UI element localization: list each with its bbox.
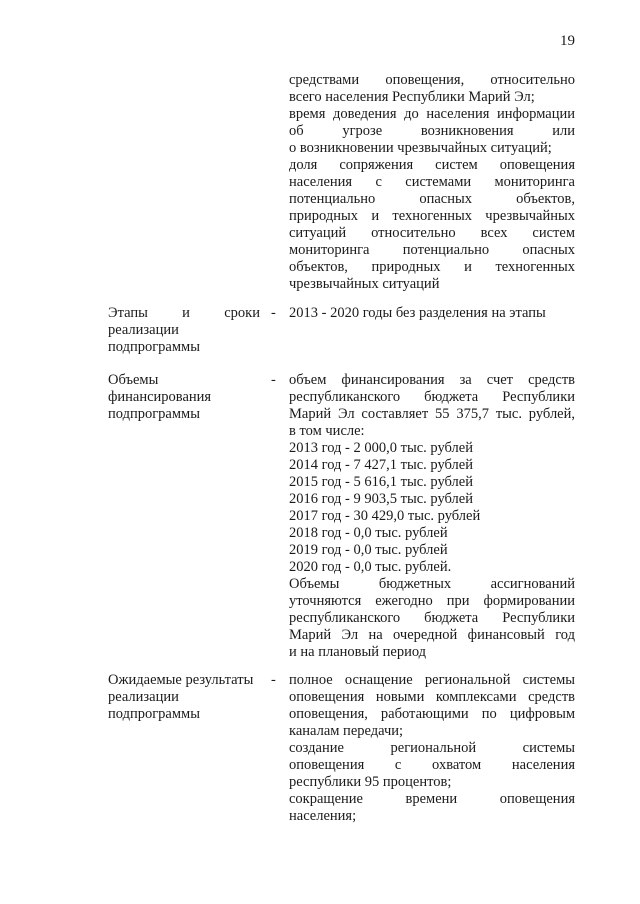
- text-line: природных и техногенных чрезвычайных: [289, 208, 575, 224]
- text-line: оповещения новыми комплексами средств: [289, 689, 575, 705]
- label-line: финансирования: [108, 389, 212, 405]
- label-line: Ожидаемые результаты: [108, 672, 254, 688]
- label-line: реализации: [108, 322, 179, 338]
- text-line: ситуаций относительно всех систем: [289, 225, 575, 241]
- section-dash: -: [271, 305, 276, 321]
- page-number: 19: [560, 33, 575, 49]
- text-line: Объемы бюджетных ассигнований: [289, 576, 575, 592]
- top-text-block: [289, 72, 575, 293]
- section-dash: -: [271, 672, 276, 688]
- text-line: чрезвычайных ситуаций: [289, 276, 440, 292]
- text-line: населения с системами мониторинга: [289, 174, 575, 190]
- text-line: 2016 год - 9 903,5 тыс. рублей: [289, 491, 473, 507]
- section-label-stages: [108, 305, 260, 356]
- text-line: и на плановый период: [289, 644, 427, 660]
- text-line: 2018 год - 0,0 тыс. рублей: [289, 525, 448, 541]
- text-line: населения;: [289, 808, 357, 824]
- text-line: 2013 - 2020 годы без разделения на этапы: [289, 305, 546, 321]
- text-line: в том числе:: [289, 423, 365, 439]
- label-line: Этапы и сроки: [108, 305, 260, 321]
- text-line: республики 95 процентов;: [289, 774, 452, 790]
- section-label-results: [108, 672, 260, 723]
- text-line: 2013 год - 2 000,0 тыс. рублей: [289, 440, 473, 456]
- text-line: Марий Эл на очередной финансовый год: [289, 627, 575, 643]
- text-line: объем финансирования за счет средств: [289, 372, 575, 388]
- text-line: оповещения, работающими по цифровым: [289, 706, 575, 722]
- text-line: доля сопряжения систем оповещения: [289, 157, 575, 173]
- label-line: реализации: [108, 689, 179, 705]
- text-line: всего населения Республики Марий Эл;: [289, 89, 535, 105]
- text-line: 2015 год - 5 616,1 тыс. рублей: [289, 474, 473, 490]
- label-line: подпрограммы: [108, 339, 200, 355]
- text-line: Марий Эл составляет 55 375,7 тыс. рублей,: [289, 406, 575, 422]
- text-line: сокращение времени оповещения: [289, 791, 575, 807]
- text-line: каналам передачи;: [289, 723, 404, 739]
- text-line: 2019 год - 0,0 тыс. рублей: [289, 542, 448, 558]
- section-content-results: [289, 672, 575, 825]
- text-line: полное оснащение региональной системы: [289, 672, 575, 688]
- text-line: об угрозе возникновения или: [289, 123, 575, 139]
- text-line: 2017 год - 30 429,0 тыс. рублей: [289, 508, 481, 524]
- text-line: потенциально опасных объектов,: [289, 191, 575, 207]
- section-label-funding: [108, 372, 260, 423]
- section-content-stages: [289, 305, 575, 322]
- text-line: о возникновении чрезвычайных ситуаций;: [289, 140, 552, 156]
- text-line: республиканского бюджета Республики: [289, 610, 575, 626]
- text-line: республиканского бюджета Республики: [289, 389, 575, 405]
- text-line: оповещения с охватом населения: [289, 757, 575, 773]
- text-line: уточняются ежегодно при формировании: [289, 593, 575, 609]
- text-line: 2014 год - 7 427,1 тыс. рублей: [289, 457, 473, 473]
- text-line: мониторинга потенциально опасных: [289, 242, 575, 258]
- label-line: подпрограммы: [108, 406, 200, 422]
- text-line: создание региональной системы: [289, 740, 575, 756]
- label-line: Объемы: [108, 372, 159, 388]
- label-line: подпрограммы: [108, 706, 200, 722]
- text-line: объектов, природных и техногенных: [289, 259, 575, 275]
- section-content-funding: [289, 372, 575, 661]
- section-dash: -: [271, 372, 276, 388]
- text-line: средствами оповещения, относительно: [289, 72, 575, 88]
- text-line: 2020 год - 0,0 тыс. рублей.: [289, 559, 452, 575]
- text-line: время доведения до населения информации: [289, 106, 575, 122]
